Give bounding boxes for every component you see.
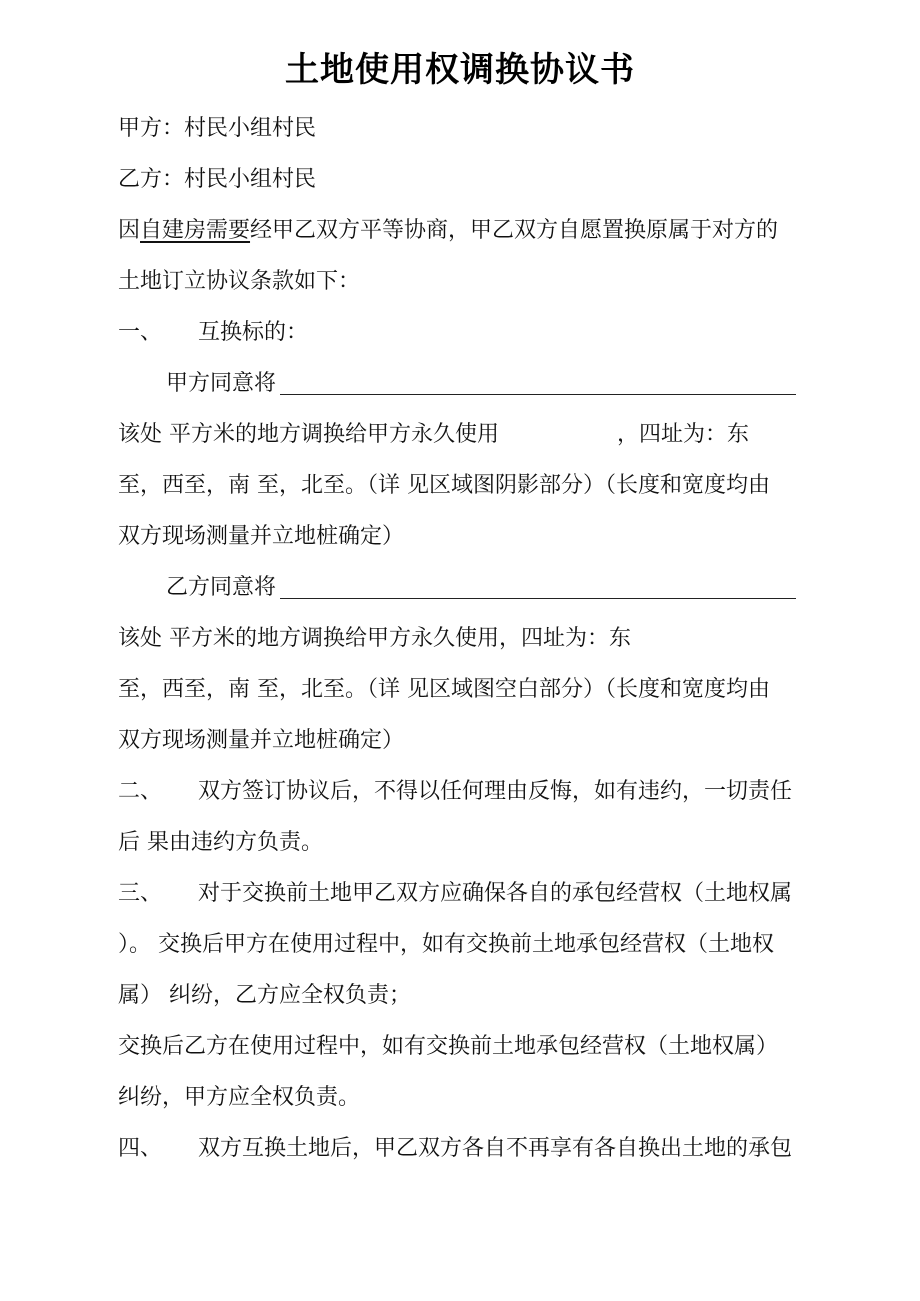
section-3-line-3: 属） 纠纷，乙方应全权负责； <box>118 983 411 1008</box>
section-2-line-1 <box>118 774 792 810</box>
party-a-detail-line-1 <box>118 417 749 453</box>
section-2-text: 双方签订协议后，不得以任何理由反悔，如有违约，一切责任 <box>198 779 793 804</box>
party-a-detail-left: 该处 平方米的地方调换给甲方永久使用 <box>118 422 499 447</box>
section-3-line-5: 纠纷，甲方应全权负责。 <box>118 1085 361 1110</box>
party-b-fill-blank <box>280 598 796 599</box>
section-1-title: 互换标的： <box>198 320 309 345</box>
section-4-line-1 <box>118 1131 792 1167</box>
party-a-fill-blank <box>280 394 796 395</box>
intro-rest: 经甲乙双方平等协商，甲乙双方自愿置换原属于对方的 <box>250 218 779 243</box>
party-b-agree: 乙方同意将 <box>166 575 277 600</box>
party-b-detail-line-1: 该处 平方米的地方调换给甲方永久使用，四址为：东 <box>118 626 631 651</box>
party-b-line: 乙方：村民小组村民 <box>118 167 317 192</box>
document-title: 土地使用权调换协议书 <box>285 50 635 90</box>
section-3-line-4: 交换后乙方在使用过程中，如有交换前土地承包经营权（土地权属） <box>118 1034 779 1059</box>
section-4-number: 四、 <box>118 1136 163 1161</box>
section-2-line-2: 后 果由违约方负责。 <box>118 830 323 855</box>
section-4-text: 双方互换土地后，甲乙双方各自不再享有各自换出土地的承包 <box>198 1136 793 1161</box>
intro-line-1 <box>118 213 778 249</box>
party-a-agree: 甲方同意将 <box>166 371 277 396</box>
section-1-number: 一、 <box>118 320 163 345</box>
section-3-text: 对于交换前土地甲乙双方应确保各自的承包经营权（土地权属 <box>198 881 793 906</box>
section-2-number: 二、 <box>118 779 163 804</box>
party-a-detail-line-3: 双方现场测量并立地桩确定） <box>118 524 405 549</box>
party-b-detail-line-3: 双方现场测量并立地桩确定） <box>118 728 405 753</box>
party-a-detail-right: ，四址为：东 <box>617 422 750 447</box>
party-a-detail-line-2: 至，西至，南 至，北至。（详 见区域图阴影部分）（长度和宽度均由 <box>118 473 770 498</box>
section-1-heading <box>118 315 308 351</box>
section-3-line-1 <box>118 876 792 912</box>
intro-line-2: 土地订立协议条款如下： <box>118 269 361 294</box>
party-b-detail-line-2: 至，西至，南 至，北至。（详 见区域图空白部分）（长度和宽度均由 <box>118 677 770 702</box>
section-3-line-2: ）。 交换后甲方在使用过程中，如有交换前土地承包经营权（土地权 <box>118 932 774 957</box>
section-3-number: 三、 <box>118 881 163 906</box>
intro-prefix: 因 <box>118 218 141 243</box>
party-a-line: 甲方：村民小组村民 <box>118 116 317 141</box>
intro-underlined-reason: 自建房需要 <box>140 218 251 243</box>
